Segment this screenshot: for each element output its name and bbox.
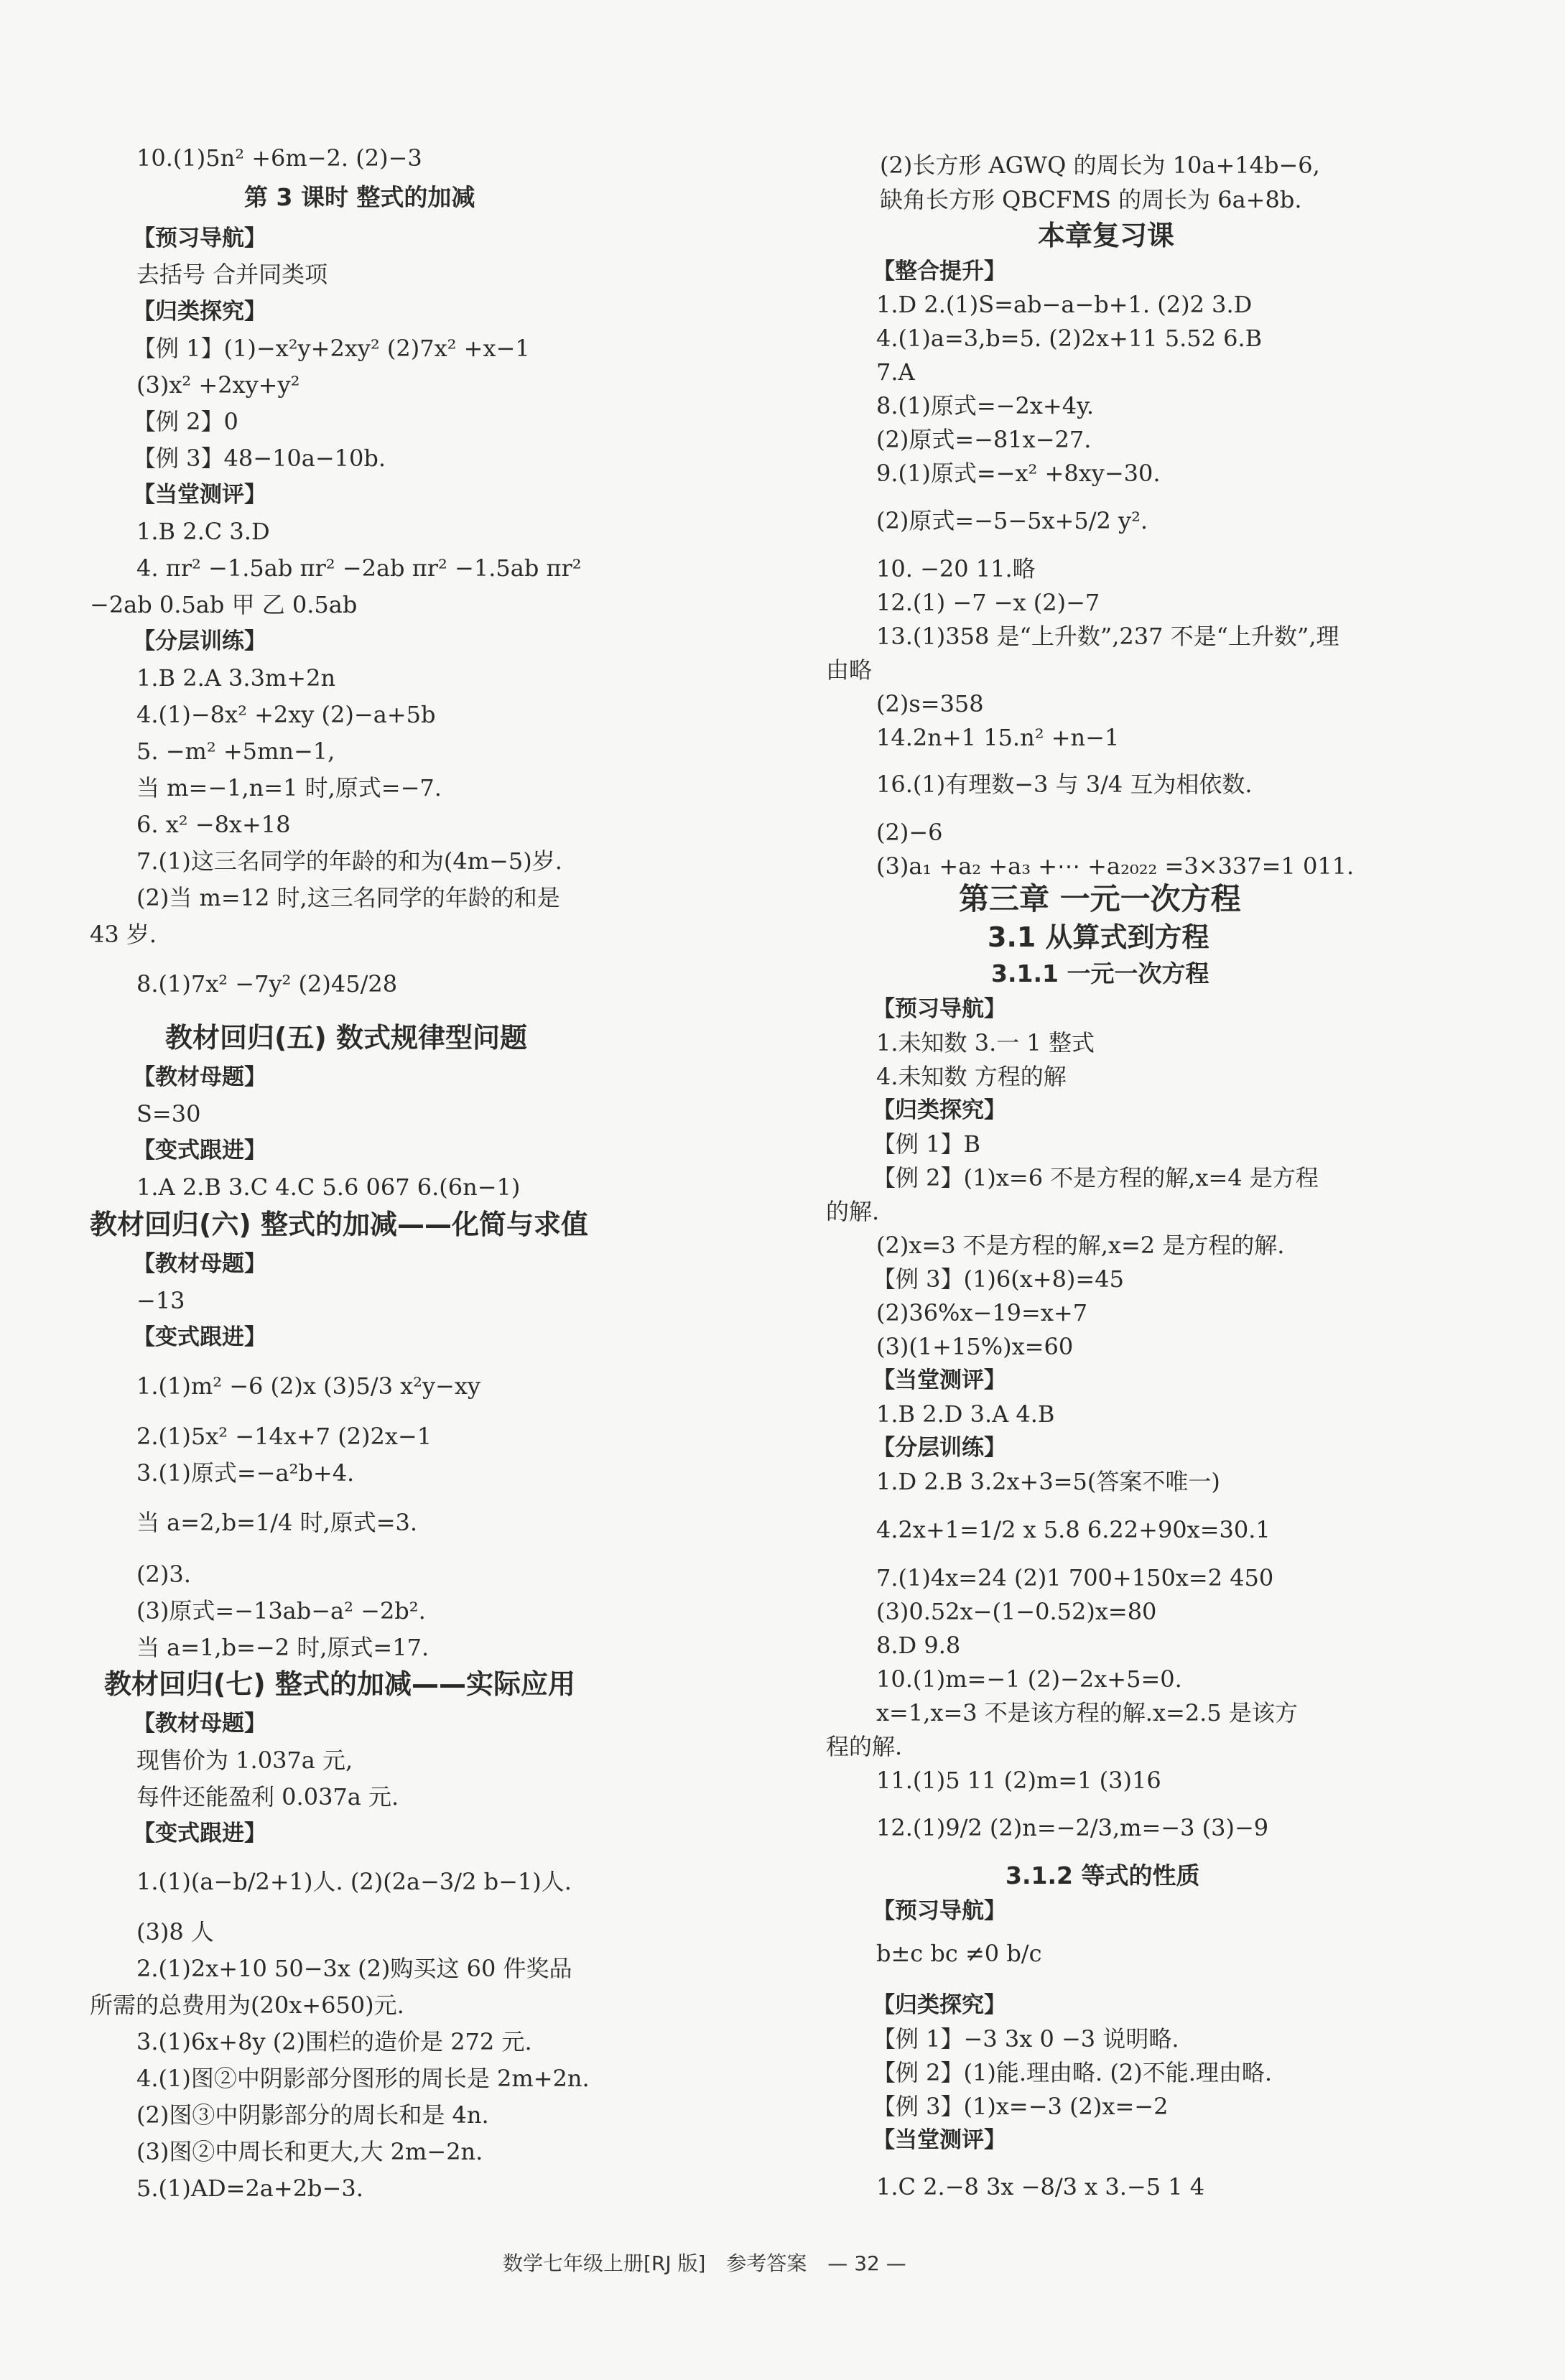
answer-line: 16.(1)有理数−3 与 3/4 互为相依数. [876, 771, 1253, 798]
section-heading: 3.1.1 一元一次方程 [991, 959, 1209, 987]
answer-line: 2.(1)5x² −14x+7 (2)2x−1 [136, 1423, 432, 1450]
answer-line: 【例 1】−3 3x 0 −3 说明略. [873, 2025, 1179, 2053]
section-tag: 【归类探究】 [873, 1992, 1006, 2018]
section-heading: 3.1 从算式到方程 [988, 921, 1209, 953]
answer-line: 4.2x+1=1/2 x 5.8 6.22+90x=30.1 [876, 1516, 1271, 1543]
answer-line: 12.(1) −7 −x (2)−7 [876, 589, 1100, 616]
answer-line: (3)原式=−13ab−a² −2b². [136, 1597, 426, 1624]
answer-line: (2)当 m=12 时,这三名同学的年龄的和是 [136, 884, 560, 911]
footer-section: 参考答案 [726, 2251, 807, 2275]
section-tag: 【归类探究】 [133, 299, 266, 325]
section-heading: 3.1.2 等式的性质 [1006, 1861, 1200, 1889]
answer-line: 3.(1)原式=−a²b+4. [136, 1459, 355, 1487]
section-tag: 【变式跟进】 [133, 1138, 266, 1163]
section-tag: 【变式跟进】 [133, 1324, 266, 1350]
answer-line: (3)a₁ +a₂ +a₃ +⋯ +a₂₀₂₂ =3×337=1 011. [876, 852, 1355, 880]
answer-line: 缺角长方形 QBCFMS 的周长为 6a+8b. [880, 186, 1302, 213]
section-tag: 【变式跟进】 [133, 1821, 266, 1846]
answer-line: 由略 [826, 656, 873, 684]
answer-line: 1.未知数 3.一 1 整式 [876, 1029, 1095, 1056]
section-tag: 【分层训练】 [873, 1435, 1006, 1461]
page-footer [503, 2248, 921, 2277]
answer-line: 1.B 2.D 3.A 4.B [876, 1400, 1055, 1428]
answer-line: 程的解. [826, 1733, 903, 1760]
answer-line: (2)原式=−5−5x+5/2 y². [876, 507, 1148, 534]
answer-line: 4.(1)图②中阴影部分图形的周长是 2m+2n. [136, 2065, 590, 2092]
answer-line: 【例 2】0 [133, 408, 238, 435]
answer-line: 6. x² −8x+18 [136, 811, 291, 838]
answer-line: x=1,x=3 不是该方程的解.x=2.5 是该方 [876, 1699, 1298, 1726]
answer-line: 43 岁. [90, 921, 157, 948]
answer-line: (3)0.52x−(1−0.52)x=80 [876, 1598, 1157, 1625]
answer-line: 10.(1)5n² +6m−2. (2)−3 [136, 144, 422, 172]
answer-line: (2)36%x−19=x+7 [876, 1299, 1088, 1326]
answer-line: 10. −20 11.略 [876, 555, 1036, 582]
section-tag: 【教材母题】 [133, 1711, 266, 1737]
answer-line: (3)(1+15%)x=60 [876, 1333, 1074, 1360]
answer-line: 【例 3】(1)6(x+8)=45 [873, 1265, 1124, 1293]
answer-line: 去括号 合并同类项 [136, 261, 328, 288]
answer-line: 4.未知数 方程的解 [876, 1063, 1067, 1090]
answer-line: 1.D 2.(1)S=ab−a−b+1. (2)2 3.D [876, 291, 1253, 318]
answer-line: 4.(1)a=3,b=5. (2)2x+11 5.52 6.B [876, 325, 1263, 352]
answer-line: 4.(1)−8x² +2xy (2)−a+5b [136, 701, 436, 728]
section-tag: 【归类探究】 [873, 1097, 1006, 1123]
answer-line: 当 m=−1,n=1 时,原式=−7. [136, 774, 442, 801]
section-heading: 第三章 一元一次方程 [959, 881, 1241, 916]
answer-line: 1.(1)m² −6 (2)x (3)5/3 x²y−xy [136, 1372, 480, 1400]
section-tag: 【预习导航】 [873, 1898, 1006, 1924]
answer-line: 7.A [876, 358, 915, 386]
answer-line: 5.(1)AD=2a+2b−3. [136, 2175, 363, 2202]
answer-line: 【例 2】(1)能.理由略. (2)不能.理由略. [873, 2059, 1273, 2086]
answer-line: 【例 3】(1)x=−3 (2)x=−2 [873, 2093, 1169, 2120]
answer-line: (3)8 人 [136, 1918, 214, 1946]
answer-line: −13 [136, 1287, 185, 1314]
answer-line: 5. −m² +5mn−1, [136, 738, 335, 765]
answer-line: (2)−6 [876, 819, 943, 846]
answer-line: 当 a=2,b=1/4 时,原式=3. [136, 1509, 418, 1536]
answer-line: 3.(1)6x+8y (2)围栏的造价是 272 元. [136, 2028, 532, 2055]
answer-line: 当 a=1,b=−2 时,原式=17. [136, 1634, 429, 1661]
answer-line: 9.(1)原式=−x² +8xy−30. [876, 460, 1161, 487]
answer-line: 7.(1)4x=24 (2)1 700+150x=2 450 [876, 1564, 1274, 1591]
answer-line: 【例 3】48−10a−10b. [133, 445, 386, 472]
answer-line: 【例 1】(1)−x²y+2xy² (2)7x² +x−1 [133, 335, 530, 362]
section-tag: 【预习导航】 [873, 996, 1006, 1022]
answer-line: (3)图②中周长和更大,大 2m−2n. [136, 2138, 483, 2165]
answer-line: 10.(1)m=−1 (2)−2x+5=0. [876, 1665, 1182, 1693]
answer-line: 7.(1)这三名同学的年龄的和为(4m−5)岁. [136, 847, 562, 875]
answer-line: 14.2n+1 15.n² +n−1 [876, 724, 1120, 751]
answer-line: (3)x² +2xy+y² [136, 371, 300, 399]
footer-page-number: — 32 — [827, 2251, 906, 2275]
answer-line: 2.(1)2x+10 50−3x (2)购买这 60 件奖品 [136, 1955, 572, 1982]
answer-line: 1.D 2.B 3.2x+3=5(答案不唯一) [876, 1468, 1220, 1495]
answer-line: 4. πr² −1.5ab πr² −2ab πr² −1.5ab πr² [136, 554, 582, 582]
answer-line: 的解. [826, 1198, 880, 1225]
answer-line: (2)长方形 AGWQ 的周长为 10a+14b−6, [880, 152, 1320, 179]
answer-line: (2)图③中阴影部分的周长和是 4n. [136, 2101, 489, 2129]
answer-line: (2)s=358 [876, 690, 984, 717]
answer-line: −2ab 0.5ab 甲 乙 0.5ab [90, 591, 358, 618]
section-heading: 教材回归(六) 整式的加减——化简与求值 [90, 1209, 588, 1240]
answer-line: (2)3. [136, 1561, 191, 1588]
answer-line: S=30 [136, 1100, 201, 1128]
section-heading: 教材回归(七) 整式的加减——实际应用 [104, 1668, 575, 1700]
section-tag: 【教材母题】 [133, 1064, 266, 1090]
answer-line: 8.(1)原式=−2x+4y. [876, 392, 1095, 419]
answer-line: 1.C 2.−8 3x −8/3 x 3.−5 1 4 [876, 2173, 1205, 2200]
answer-line: 12.(1)9/2 (2)n=−2/3,m=−3 (3)−9 [876, 1814, 1269, 1841]
footer-book-title: 数学七年级上册[RJ 版] [503, 2251, 706, 2275]
answer-line: 现售价为 1.037a 元, [136, 1747, 353, 1774]
answer-line: 8.(1)7x² −7y² (2)45/28 [136, 970, 398, 998]
section-tag: 【当堂测评】 [133, 482, 266, 508]
answer-line: b±c bc ≠0 b/c [876, 1940, 1042, 1967]
answer-line: 13.(1)358 是“上升数”,237 不是“上升数”,理 [876, 623, 1339, 650]
answer-line: 8.D 9.8 [876, 1632, 961, 1659]
answer-line: 每件还能盈利 0.037a 元. [136, 1783, 399, 1810]
answer-line: 1.B 2.A 3.3m+2n [136, 664, 336, 692]
section-tag: 【教材母题】 [133, 1251, 266, 1277]
answer-line: (2)x=3 不是方程的解,x=2 是方程的解. [876, 1232, 1285, 1259]
section-heading: 本章复习课 [1038, 220, 1175, 251]
answer-line: 11.(1)5 11 (2)m=1 (3)16 [876, 1767, 1161, 1794]
section-tag: 【当堂测评】 [873, 2127, 1006, 2153]
answer-line: 【例 2】(1)x=6 不是方程的解,x=4 是方程 [873, 1164, 1319, 1191]
answer-line: 1.(1)(a−b/2+1)人. (2)(2a−3/2 b−1)人. [136, 1868, 572, 1895]
section-tag: 【整合提升】 [873, 259, 1006, 284]
answer-line: 【例 1】B [873, 1130, 981, 1158]
section-tag: 【当堂测评】 [873, 1367, 1006, 1393]
answer-line: 1.A 2.B 3.C 4.C 5.6 067 6.(6n−1) [136, 1173, 521, 1201]
answer-line: 1.B 2.C 3.D [136, 518, 270, 545]
section-tag: 【预习导航】 [133, 226, 266, 251]
answer-line: 所需的总费用为(20x+650)元. [90, 1991, 404, 2019]
section-heading: 第 3 课时 整式的加减 [244, 183, 475, 211]
section-tag: 【分层训练】 [133, 628, 266, 654]
section-heading: 教材回归(五) 数式规律型问题 [165, 1022, 527, 1054]
answer-line: (2)原式=−81x−27. [876, 426, 1092, 453]
